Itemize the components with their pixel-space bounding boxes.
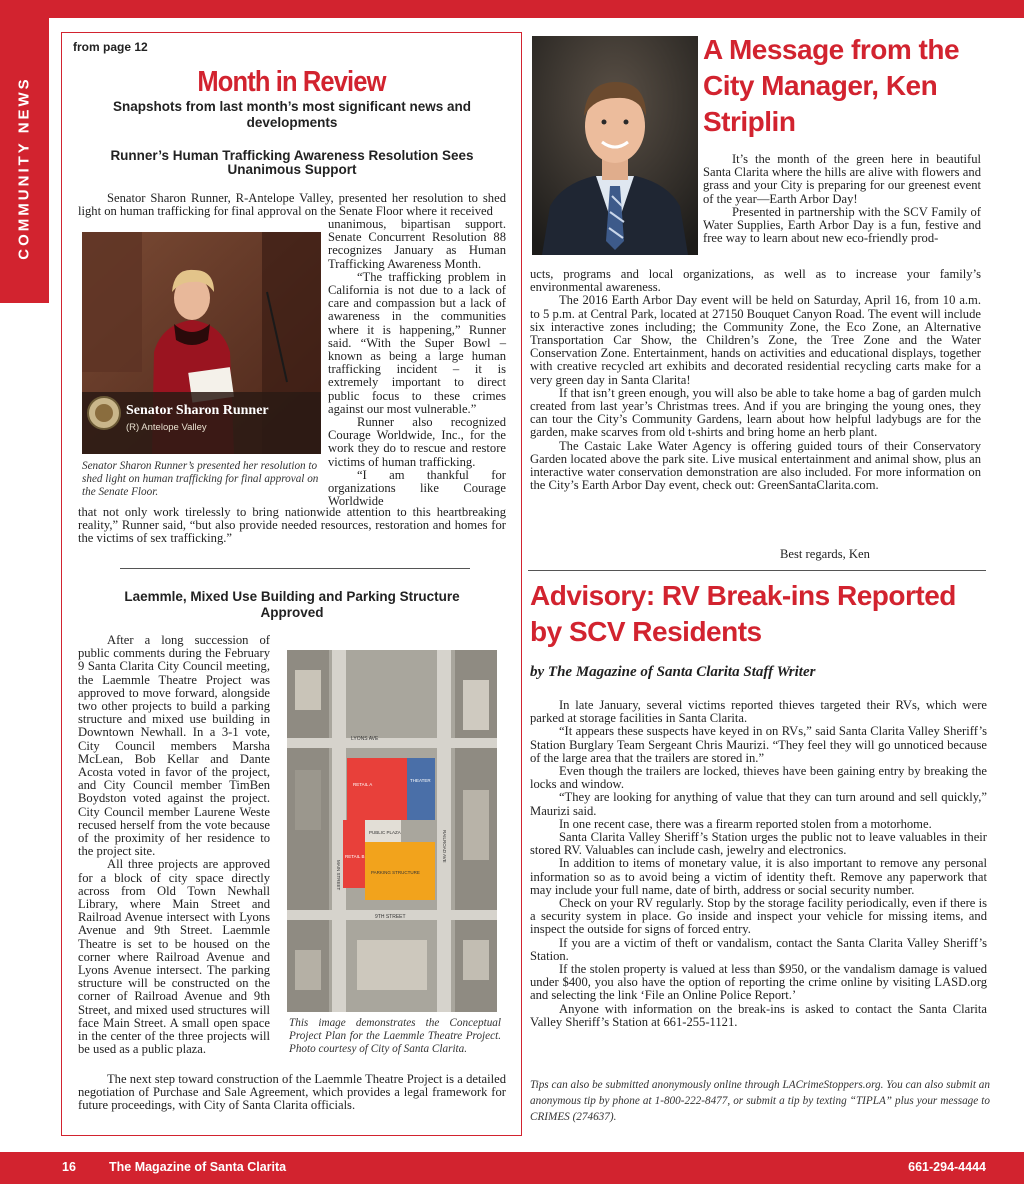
rv-paragraph: Santa Clarita Valley Sheriff’s Station urges the public not to leave valuables in their stored RV. Valuables can include cash, jewelry and electronics. xyxy=(530,830,987,858)
map-label-railroad: RAILROAD AVE xyxy=(442,830,447,863)
runner-photo-caption: Senator Sharon Runner’s presented her resolution to shed light on human trafficking for final approval on the Senate Floor. xyxy=(82,460,319,498)
rv-advisory-title: Advisory: RV Break-ins Reported by SCV Residents xyxy=(530,580,956,647)
footer-phone: 661-294-4444 xyxy=(908,1160,986,1174)
runner-side-p2: “The trafficking problem in California is not due to a lack of care and compassion but a lack of awareness in the communities where it is happening,” Runner said. “With the Super Bowl – known as being a large human trafficking incident – it is extremely important to direct public focus to these crimes against our most vulnerable.” xyxy=(328,269,506,416)
laemmle-narrow-column xyxy=(78,634,270,1057)
manager-p2a: Presented in partnership with the SCV Family of Water Supplies, Earth Arbor Day is a fun, festive and free way to learn about new eco-friendly prod- xyxy=(703,204,981,246)
rv-paragraph: Anyone with information on the break-ins is asked to contact the Santa Clarita Valley Sheriff’s Station at 661-255-1121. xyxy=(530,1001,987,1029)
project-plan-illustration xyxy=(287,650,497,1012)
magazine-name: The Magazine of Santa Clarita xyxy=(109,1160,287,1174)
map-label-main: MAIN STREET xyxy=(336,860,341,891)
rv-paragraph: If you are a victim of theft or vandalism, contact the Santa Clarita Valley Sheriff’s Station. xyxy=(530,935,987,963)
rv-paragraph: Check on your RV regularly. Stop by the storage facility periodically, even if there is a security system in place. Go inside and inspect your vehicle for missing items, and inspect the outside for signs of forced entry. xyxy=(530,896,987,937)
rv-paragraph: Even though the trailers are locked, thieves have been gaining entry by breaking the locks and window. xyxy=(530,764,987,792)
runner-side-column xyxy=(328,218,506,508)
ken-striplin-portrait xyxy=(532,36,698,255)
map-label-theatre: THEATER xyxy=(410,778,431,783)
manager-p3: The 2016 Earth Arbor Day event will be held on Saturday, April 16, from 10 a.m. to 5 p.m. at Central Park, located at 27150 Bouquet Canyon Road. The event will include six interactive zones including; the Community Zone, the Eco Zone, an Alternative Transportation Car Show, the Children’s Zone, the Tree Zone and the Water Conservation Zone. Entertainment, hands on activities and educational displays, together with creative recycled art exhibits and decorated residential recycling carts make for a very green day in Santa Clarita! xyxy=(530,293,981,387)
map-label-plaza: PUBLIC PLAZA xyxy=(369,830,401,835)
runner-side-p4: “I am thankful for organizations like Courage Worldwide xyxy=(328,467,506,509)
page-number: 16 xyxy=(62,1160,76,1174)
top-color-bar xyxy=(0,0,1024,18)
photo-name-subplate: (R) Antelope Valley xyxy=(126,422,207,433)
rv-paragraph: If the stolen property is valued at less than $950, or the vandalism damage is valued under $400, you also have the option of reporting the crime online by visiting LASD.org and selecting the link ‘File an Online Police Report.’ xyxy=(530,962,987,1003)
rv-paragraph: “It appears these suspects have keyed in on RVs,” said Santa Clarita Valley Sheriff’s Station Burglary Team Sergeant Chris Maurizi. “They feel they will go unnoticed because of the large area that the trailers are stored in.” xyxy=(530,724,987,765)
manager-p2b: ucts, programs and local organizations, as well as to increase your family’s environmental awareness. xyxy=(530,267,981,295)
month-in-review-subtitle: Snapshots from last month’s most significant news and developments xyxy=(112,99,472,130)
manager-narrow-column xyxy=(703,153,981,245)
runner-article-heading: Runner’s Human Trafficking Awareness Resolution Sees Unanimous Support xyxy=(110,148,474,177)
map-label-ninth: 9TH STREET xyxy=(375,914,406,920)
laemmle-full-column xyxy=(78,1073,506,1113)
laemmle-article-heading: Laemmle, Mixed Use Building and Parking Structure Approved xyxy=(124,589,460,620)
map-label-lyons: LYONS AVE xyxy=(351,736,379,742)
map-label-retail-b: RETAIL B xyxy=(345,854,365,859)
rv-tips-note: Tips can also be submitted anonymously online through LACrimeStoppers.org. You can also submit an anonymous tip by phone at 1-800-222-8477, or submit a tip by texting “TIPLA” plus your message to CRIMES (274637). xyxy=(530,1079,990,1123)
map-label-parking: PARKING STRUCTURE xyxy=(371,870,420,875)
rv-paragraph: In one recent case, there was a firearm reported stolen from a motorhome. xyxy=(558,816,932,831)
senator-runner-illustration xyxy=(82,232,321,454)
rv-article-body xyxy=(530,699,987,1029)
map-label-retail-a: RETAIL A xyxy=(353,782,373,787)
map-caption: This image demonstrates the Conceptual Project Plan for the Laemmle Theatre Project. Photo courtesy of City of Santa Clarita. xyxy=(289,1017,501,1055)
project-plan-map xyxy=(287,650,497,1012)
rv-paragraph: In addition to items of monetary value, it is also important to remove any personal information so as to avoid being a victim of identity theft. Remove any paperwork that may include your full name, date of birth, address or social security number. xyxy=(530,856,987,897)
page-footer xyxy=(0,1152,1024,1184)
manager-p1: It’s the month of the green here in beautiful Santa Clarita where the hills are alive with flowers and grass and your City is preparing for our greenest event of the year—Earth Arbor Day! xyxy=(703,152,981,206)
from-page-label: from page 12 xyxy=(73,40,148,54)
manager-p4: If that isn’t green enough, you will also be able to take home a bag of garden mulch created from last year’s Christmas trees. And if you are bringing the young ones, they can tour the City’s Community Gardens, learn about how helpful ladybugs are for the garden, make scarves from old t-shirts and bring home an herb plant. xyxy=(530,385,981,440)
photo-name-plate: Senator Sharon Runner xyxy=(126,403,269,418)
right-section-divider xyxy=(528,570,986,571)
laemmle-p1: After a long succession of public comments during the February 9 Santa Clarita City Council meeting, the Laemmle Theatre Project was approved to move forward, alongside two other projects to build a parking structure and mixed use building in Downtown Newhall. In a 3-1 vote, City Council members Marsha McLean, Bob Kellar and Dante Acosta voted in favor of the project, and City Council member TimBen Boydston voted against the project. City Council member Laurene Weste recused herself from the vote because of the proximity of her residence to the project site. xyxy=(78,633,270,859)
section-divider xyxy=(120,568,470,569)
month-in-review-title: Month in Review xyxy=(197,66,386,98)
section-label: COMMUNITY NEWS xyxy=(15,76,33,260)
runner-intro-paragraph: Senator Sharon Runner, R-Antelope Valley, presented her resolution to shed light on human trafficking for final approval on the Senate Floor where it received xyxy=(78,191,506,219)
laemmle-p2: All three projects are approved for a block of city space directly across from Old Town Newhall Library, where Main Street and Railroad Avenue intersect with Lyons Avenue and 9th Street. Laemmle Theatre is set to be housed on the corner where Railroad Avenue and Lyons Avenue intersect. The parking structure will be constructed on the corner of Railroad Avenue and 9th Street, and mixed used structures will face Main Street. A small open space in the center of the three projects will be used as a public plaza. xyxy=(78,857,270,1057)
manager-closing: Best regards, Ken xyxy=(780,547,870,561)
laemmle-p3: The next step toward construction of the Laemmle Theatre Project is a detailed negotiation of Purchase and Sale Agreement, which provides a legal framework for future proceedings, with City of Santa Clarita officials. xyxy=(78,1072,506,1113)
ken-striplin-photo xyxy=(532,36,698,255)
senator-runner-photo xyxy=(82,232,321,454)
runner-side-p1: unanimous, bipartisan support. Senate Concurrent Resolution 88 recognizes January as Human Trafficking Awareness Month. xyxy=(328,217,506,271)
runner-closing-paragraph: that not only work tirelessly to bring nationwide attention to this heartbreaking reality,” Runner said, “but also provide needed resources, restoration and homes for the victims of sex trafficking.” xyxy=(78,505,506,546)
manager-full-column xyxy=(530,268,981,492)
city-manager-title: A Message from the City Manager, Ken Striplin xyxy=(703,34,960,137)
section-side-tab xyxy=(0,18,49,303)
rv-paragraph: “They are looking for anything of value that they can turn around and sell quickly,” Maurizi said. xyxy=(530,790,987,818)
runner-side-p3: Runner also recognized Courage Worldwide, Inc., for the work they do to rescue and restore victims of human trafficking. xyxy=(328,415,506,469)
rv-paragraph: In late January, several victims reported thieves targeted their RVs, which were parked at storage facilities in Santa Clarita. xyxy=(530,698,987,726)
rv-byline: by The Magazine of Santa Clarita Staff Writer xyxy=(530,664,816,680)
manager-p5: The Castaic Lake Water Agency is offering guided tours of their Conservatory Garden located above the park site. Live musical entertainment and animal show, plus an interactive water conservation demonstration are also included. For more information on the City’s Earth Arbor Day event, check out: GreenSantaClarita.com. xyxy=(530,438,981,493)
